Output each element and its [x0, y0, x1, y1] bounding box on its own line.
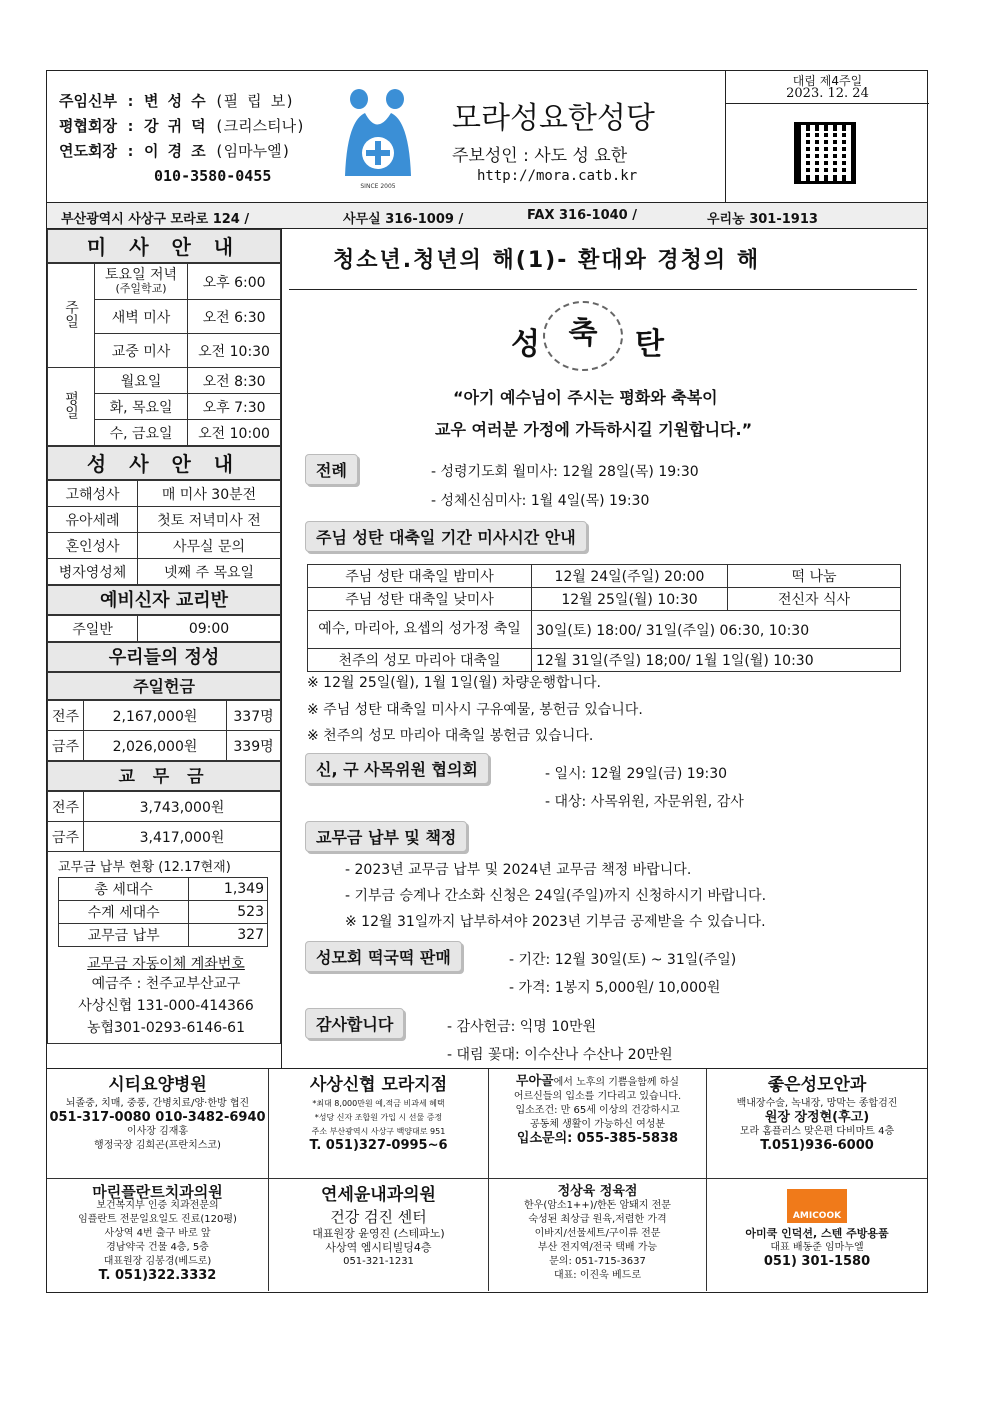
qr-code-icon[interactable] — [794, 122, 856, 184]
ad-eye-clinic[interactable] — [707, 1069, 927, 1179]
thanks-1: - 감사헌금: 익명 10만원 — [447, 1019, 597, 1035]
saturday-cell — [95, 264, 188, 300]
weekday-text: 평일 — [63, 390, 79, 419]
dues-table — [47, 791, 281, 852]
dues-badge: 교무금 납부 및 책정 — [305, 821, 467, 852]
sunday-offering-table — [47, 700, 281, 761]
ad3-l1: 어르신들의 입소를 기다리고 있습니다. — [513, 1091, 682, 1102]
ad5-name: 마린플란트치과의원 — [92, 1183, 223, 1201]
active-households: 수계 세대수 — [59, 901, 189, 924]
confession: 고해성사 — [48, 481, 138, 507]
dues-cur-amount: 3,417,000원 — [84, 822, 281, 852]
tue-thu: 화, 목요일 — [95, 394, 188, 420]
ricecake-price: - 가격: 1봉지 5,000원/ 10,000원 — [509, 980, 721, 996]
ad8-l1: 아미쿡 인덕션, 스텐 주방용품 — [745, 1227, 889, 1240]
sacrament-title: 성 사 안 내 — [47, 446, 281, 480]
ad2-phone: T. 051)327-0995~6 — [309, 1138, 448, 1153]
ad4-l2: 원장 장정현(후고) — [764, 1110, 870, 1125]
wed-fri: 수, 금요일 — [95, 420, 188, 446]
ad3-l3: 공동체 생활이 가능하신 여성분 — [529, 1119, 666, 1130]
ad-sasang-credit[interactable] — [269, 1069, 489, 1179]
office-phone: 사무실 316-1009 / — [343, 212, 464, 227]
ad-amicook[interactable] — [707, 1179, 927, 1291]
mary-mother: 천주의 성모 마리아 대축일 — [308, 649, 532, 672]
catechumen-day: 주일반 — [48, 616, 138, 642]
ad3-l0: 에서 노후의 기쁨을함께 하실 — [553, 1077, 680, 1088]
mass-day: 주님 성탄 대축일 낮미사 — [308, 588, 532, 611]
dues-prev-amount: 3,743,000원 — [84, 792, 281, 822]
mass-day-time: 12월 25일(월) 10:30 — [532, 588, 728, 611]
ad2-l1: *최대 8,000만원 예,적금 비과세 혜택 — [312, 1099, 445, 1108]
thanks-2: - 대림 꽃대: 이수산나 수산나 20만원 — [447, 1047, 673, 1063]
note-1: ※ 12월 25일(월), 1월 1일(월) 차량운행합니다. — [307, 675, 601, 691]
dues-1: - 2023년 교무금 납부 및 2024년 교무금 책정 바랍니다. — [345, 862, 692, 878]
baptism: 유아세례 — [48, 507, 138, 533]
ad4-l3: 모라 홈플러스 맞은편 다비마트 4층 — [739, 1126, 895, 1137]
priest: 주임신부 : 변 성 수 — [59, 92, 215, 110]
offering-title: 우리들의 정성 — [47, 642, 281, 672]
ad1-l4: 행정국장 김희곤(프란치스코) — [94, 1140, 221, 1151]
mass-table — [47, 263, 281, 446]
ad1-phone: 051-317-0080 010-3482-6940 — [49, 1110, 266, 1125]
column-divider — [281, 229, 282, 1068]
council-target: - 대상: 사목위원, 자문위원, 감사 — [545, 794, 744, 810]
holy-family: 예수, 마리아, 요셉의 성가정 축일 — [308, 611, 532, 649]
dues-status-table — [58, 877, 268, 947]
ad6-l2: 대표원장 윤영진 (스테파노) — [312, 1227, 445, 1240]
dues-prev-week: 전주 — [48, 792, 84, 822]
chair: 평협회장 : 강 귀 덕 — [59, 117, 215, 135]
church-logo-icon — [337, 81, 419, 191]
ricecake-period: - 기간: 12월 30일(토) ~ 31일(주일) — [509, 952, 737, 968]
baptism-time: 첫토 저녁미사 전 — [138, 507, 281, 533]
ad-dental[interactable] — [47, 1179, 269, 1291]
fax: FAX 316-1040 / — [527, 208, 637, 223]
dawn-mass: 새벽 미사 — [95, 300, 188, 334]
ad-city-hospital[interactable] — [47, 1069, 269, 1179]
dues-3: ※ 12월 31일까지 납부하셔야 2023년 기부금 공제받을 수 있습니다. — [345, 914, 766, 930]
dues-2: - 기부금 승계나 간소화 신청은 24일(주일)까지 신청하시기 바랍니다. — [345, 888, 767, 904]
ad2-l3: 주소 부산광역시 사상구 백양대로 951 — [311, 1127, 446, 1136]
logo-text: SINCE 2005 — [360, 183, 396, 190]
bulletin-date: 2023. 12. 24 — [726, 86, 929, 104]
monday-time: 오전 8:30 — [188, 368, 281, 394]
ad1-l1: 뇌졸중, 치매, 중풍, 간병치료/양·한방 협진 — [65, 1098, 250, 1109]
amicook-logo-icon: AMICOOK — [787, 1189, 847, 1223]
ad5-l2: 임플란트 전문일요일도 진료(120평) — [78, 1214, 237, 1225]
mass-night: 주님 성탄 대축일 밤미사 — [308, 565, 532, 588]
catechumen-title: 예비신자 교리반 — [47, 585, 281, 615]
ad6-name: 연세윤내과의원 — [321, 1185, 436, 1205]
liturgy-2: - 성체신심미사: 1월 4일(목) 19:30 — [431, 493, 650, 509]
dues-status-title: 교무금 납부 현황 (12.17현재) — [58, 860, 231, 875]
sick-communion: 병자영성체 — [48, 559, 138, 585]
confession-time: 매 미사 30분전 — [138, 481, 281, 507]
monday: 월요일 — [95, 368, 188, 394]
account-1: 사상신협 131-000-414366 — [78, 998, 254, 1014]
dues-status-box — [47, 852, 281, 1044]
ad-butcher[interactable] — [489, 1179, 707, 1291]
account-2: 농협301-0293-6146-61 — [87, 1020, 245, 1036]
ad7-l4: 부산 전지역/전국 택배 가능 — [537, 1242, 658, 1253]
account-title: 교무금 자동이체 계좌번호 — [87, 956, 245, 972]
church-url[interactable]: http://mora.catb.kr — [477, 168, 638, 184]
catechumen-time: 09:00 — [138, 616, 281, 642]
ad8-l2: 대표 배동준 임마누엘 — [770, 1242, 864, 1253]
thanks-badge: 감사합니다 — [305, 1008, 404, 1039]
ad3-phone: 입소문의: 055-385-5838 — [516, 1131, 679, 1146]
wed-fri-time: 오전 10:00 — [188, 420, 281, 446]
dues-cur-week: 금주 — [48, 822, 84, 852]
marriage-time: 사무실 문의 — [138, 533, 281, 559]
ad1-name: 시티요양병원 — [108, 1075, 207, 1095]
sunday-label — [48, 264, 95, 368]
weekday-label — [48, 368, 95, 446]
mary-mother-time: 12월 31일(주일) 18;00/ 1월 1일(월) 10:30 — [532, 649, 901, 672]
ad8-phone: 051) 301-1580 — [763, 1254, 871, 1269]
ad7-name: 정상육 정육점 — [557, 1184, 638, 1199]
ad7-l5: 문의: 051-715-3637 — [549, 1256, 646, 1267]
households: 총 세대수 — [59, 878, 189, 901]
urinong: 우리농 301-1913 — [707, 212, 818, 227]
header — [47, 71, 927, 203]
account-holder: 예금주 : 천주교부산교구 — [91, 976, 241, 992]
dues-paid: 교무금 납부 — [59, 924, 189, 947]
patron-saint: 주보성인 : 사도 성 요한 — [452, 146, 628, 166]
ad-muagol[interactable] — [489, 1069, 707, 1179]
saturday: 토요일 저녁 — [105, 266, 178, 283]
ad5-phone: T. 051)322.3332 — [98, 1268, 217, 1283]
note-2: ※ 주님 성탄 대축일 미사시 구유예물, 봉헌금 있습니다. — [307, 702, 643, 718]
year-theme-title: 청소년.청년의 해(1)- 환대와 경청의 해 — [333, 248, 761, 273]
ad4-name: 좋은성모안과 — [767, 1075, 867, 1095]
greeting-2: 교우 여러분 가정에 가득하시길 기원합니다.” — [435, 420, 753, 439]
prev-amount: 2,167,000원 — [84, 701, 227, 731]
ad7-l3: 이바지/선물세트/구이류 전문 — [534, 1228, 661, 1239]
xmas-wreath: 축 — [543, 301, 623, 371]
ricecake-badge: 성모회 떡국떡 판매 — [305, 941, 462, 972]
sacrament-table — [47, 480, 281, 585]
catechumen-table — [47, 615, 281, 642]
ad4-l1: 백내장수술, 녹내장, 망막는 종합검진 — [736, 1098, 898, 1109]
ad2-name: 사상신협 모라지점 — [309, 1075, 448, 1095]
xmas-3: 탄 — [635, 327, 664, 362]
chair-name: (크리스티나) — [214, 117, 306, 135]
sunday-offering-title: 주일헌금 — [47, 672, 281, 700]
rep-line — [59, 139, 305, 164]
address-bar — [47, 203, 927, 229]
ad6-l1: 건강 검진 센터 — [330, 1208, 427, 1226]
mass-night-note: 떡 나눔 — [728, 565, 901, 588]
greeting-1: “아기 예수님이 주시는 평화와 축복이 — [453, 388, 718, 407]
ads-section — [47, 1068, 927, 1292]
tue-thu-time: 오후 7:30 — [188, 394, 281, 420]
cur-amount: 2,026,000원 — [84, 731, 227, 761]
main-mass: 교중 미사 — [95, 334, 188, 368]
ad7-l2: 숙성된 최상급 원육,저렴한 가격 — [528, 1214, 667, 1225]
ad6-phone: 051-321-1231 — [343, 1256, 414, 1267]
dawn-time: 오전 6:30 — [188, 300, 281, 334]
sick-communion-time: 넷째 주 목요일 — [138, 559, 281, 585]
date-box — [725, 70, 929, 203]
liturgy-1: - 성령기도회 월미사: 12월 28일(목) 19:30 — [431, 464, 699, 480]
ad3-l2: 입소조건: 만 65세 이상의 건강하시고 — [515, 1105, 680, 1116]
ad5-l1: 보건복지부 인증 치과전문의 — [96, 1200, 219, 1211]
council-badge: 신, 구 사목위원 협의회 — [305, 753, 489, 784]
active-households-value: 523 — [189, 901, 268, 924]
holy-family-time: 30일(토) 18:00/ 31일(주일) 06:30, 10:30 — [532, 611, 901, 649]
ad6-l3: 사상역 엠시티빌딩4층 — [325, 1241, 432, 1254]
church-name: 모라성요한성당 — [452, 101, 655, 136]
christmas-mass-badge: 주님 성탄 대축일 기간 미사시간 안내 — [305, 521, 587, 552]
xmas-1: 성 — [511, 327, 540, 362]
address: 부산광역시 사상구 모라로 124 / — [61, 212, 250, 227]
ad2-l2: *성당 신자 조합원 가입 시 선물 증정 — [314, 1113, 443, 1122]
ad7-l6: 대표: 이진욱 베드로 — [553, 1270, 641, 1281]
main-time: 오전 10:30 — [188, 334, 281, 368]
title-divider — [289, 289, 917, 290]
chair-line — [59, 114, 305, 139]
sunday-text: 주일 — [63, 299, 79, 328]
mass-title: 미 사 안 내 — [47, 229, 281, 263]
ad5-l5: 대표원장 김봉경(베드로) — [103, 1256, 212, 1267]
ad7-l1: 한우(암소1++)/한돈 암돼지 전문 — [524, 1200, 671, 1211]
liturgy-badge: 전례 — [305, 454, 358, 485]
households-value: 1,349 — [189, 878, 268, 901]
priest-name: (필 립 보) — [214, 92, 295, 110]
prev-count: 337명 — [227, 701, 281, 731]
saturday-sub: (주일학교) — [115, 281, 167, 295]
liturgical-week: 대림 제4주일 — [792, 74, 863, 88]
ad-yonsei-clinic[interactable] — [269, 1179, 489, 1291]
priest-line — [59, 89, 305, 114]
ad5-l3: 사상역 4번 출구 바로 앞 — [104, 1228, 211, 1239]
marriage: 혼인성사 — [48, 533, 138, 559]
rep: 연도회장 : 이 경 조 — [59, 142, 215, 160]
saturday-time: 오후 6:00 — [188, 264, 281, 300]
dues-paid-value: 327 — [189, 924, 268, 947]
rep-name: (임마누엘) — [214, 142, 291, 160]
christmas-mass-table — [307, 564, 901, 672]
prev-week: 전주 — [48, 701, 84, 731]
left-column — [47, 229, 281, 1044]
ad1-l3: 이사장 김재홍 — [126, 1126, 189, 1137]
mass-night-time: 12월 24일(주일) 20:00 — [532, 565, 728, 588]
cur-count: 339명 — [227, 731, 281, 761]
cur-week: 금주 — [48, 731, 84, 761]
mass-day-note: 전신자 식사 — [728, 588, 901, 611]
ad5-l4: 경남약국 건물 4층, 5층 — [106, 1242, 209, 1253]
ad3-name: 무아골 — [515, 1074, 554, 1089]
staff-list — [59, 89, 305, 189]
rep-phone: 010-3580-0455 — [154, 167, 272, 185]
dues-title: 교 무 금 — [47, 761, 281, 791]
bulletin-page — [46, 70, 928, 1293]
note-3: ※ 천주의 성모 마리아 대축일 봉헌금 있습니다. — [307, 728, 594, 744]
ad4-phone: T.051)936-6000 — [760, 1138, 874, 1153]
council-time: - 일시: 12월 29일(금) 19:30 — [545, 766, 728, 782]
